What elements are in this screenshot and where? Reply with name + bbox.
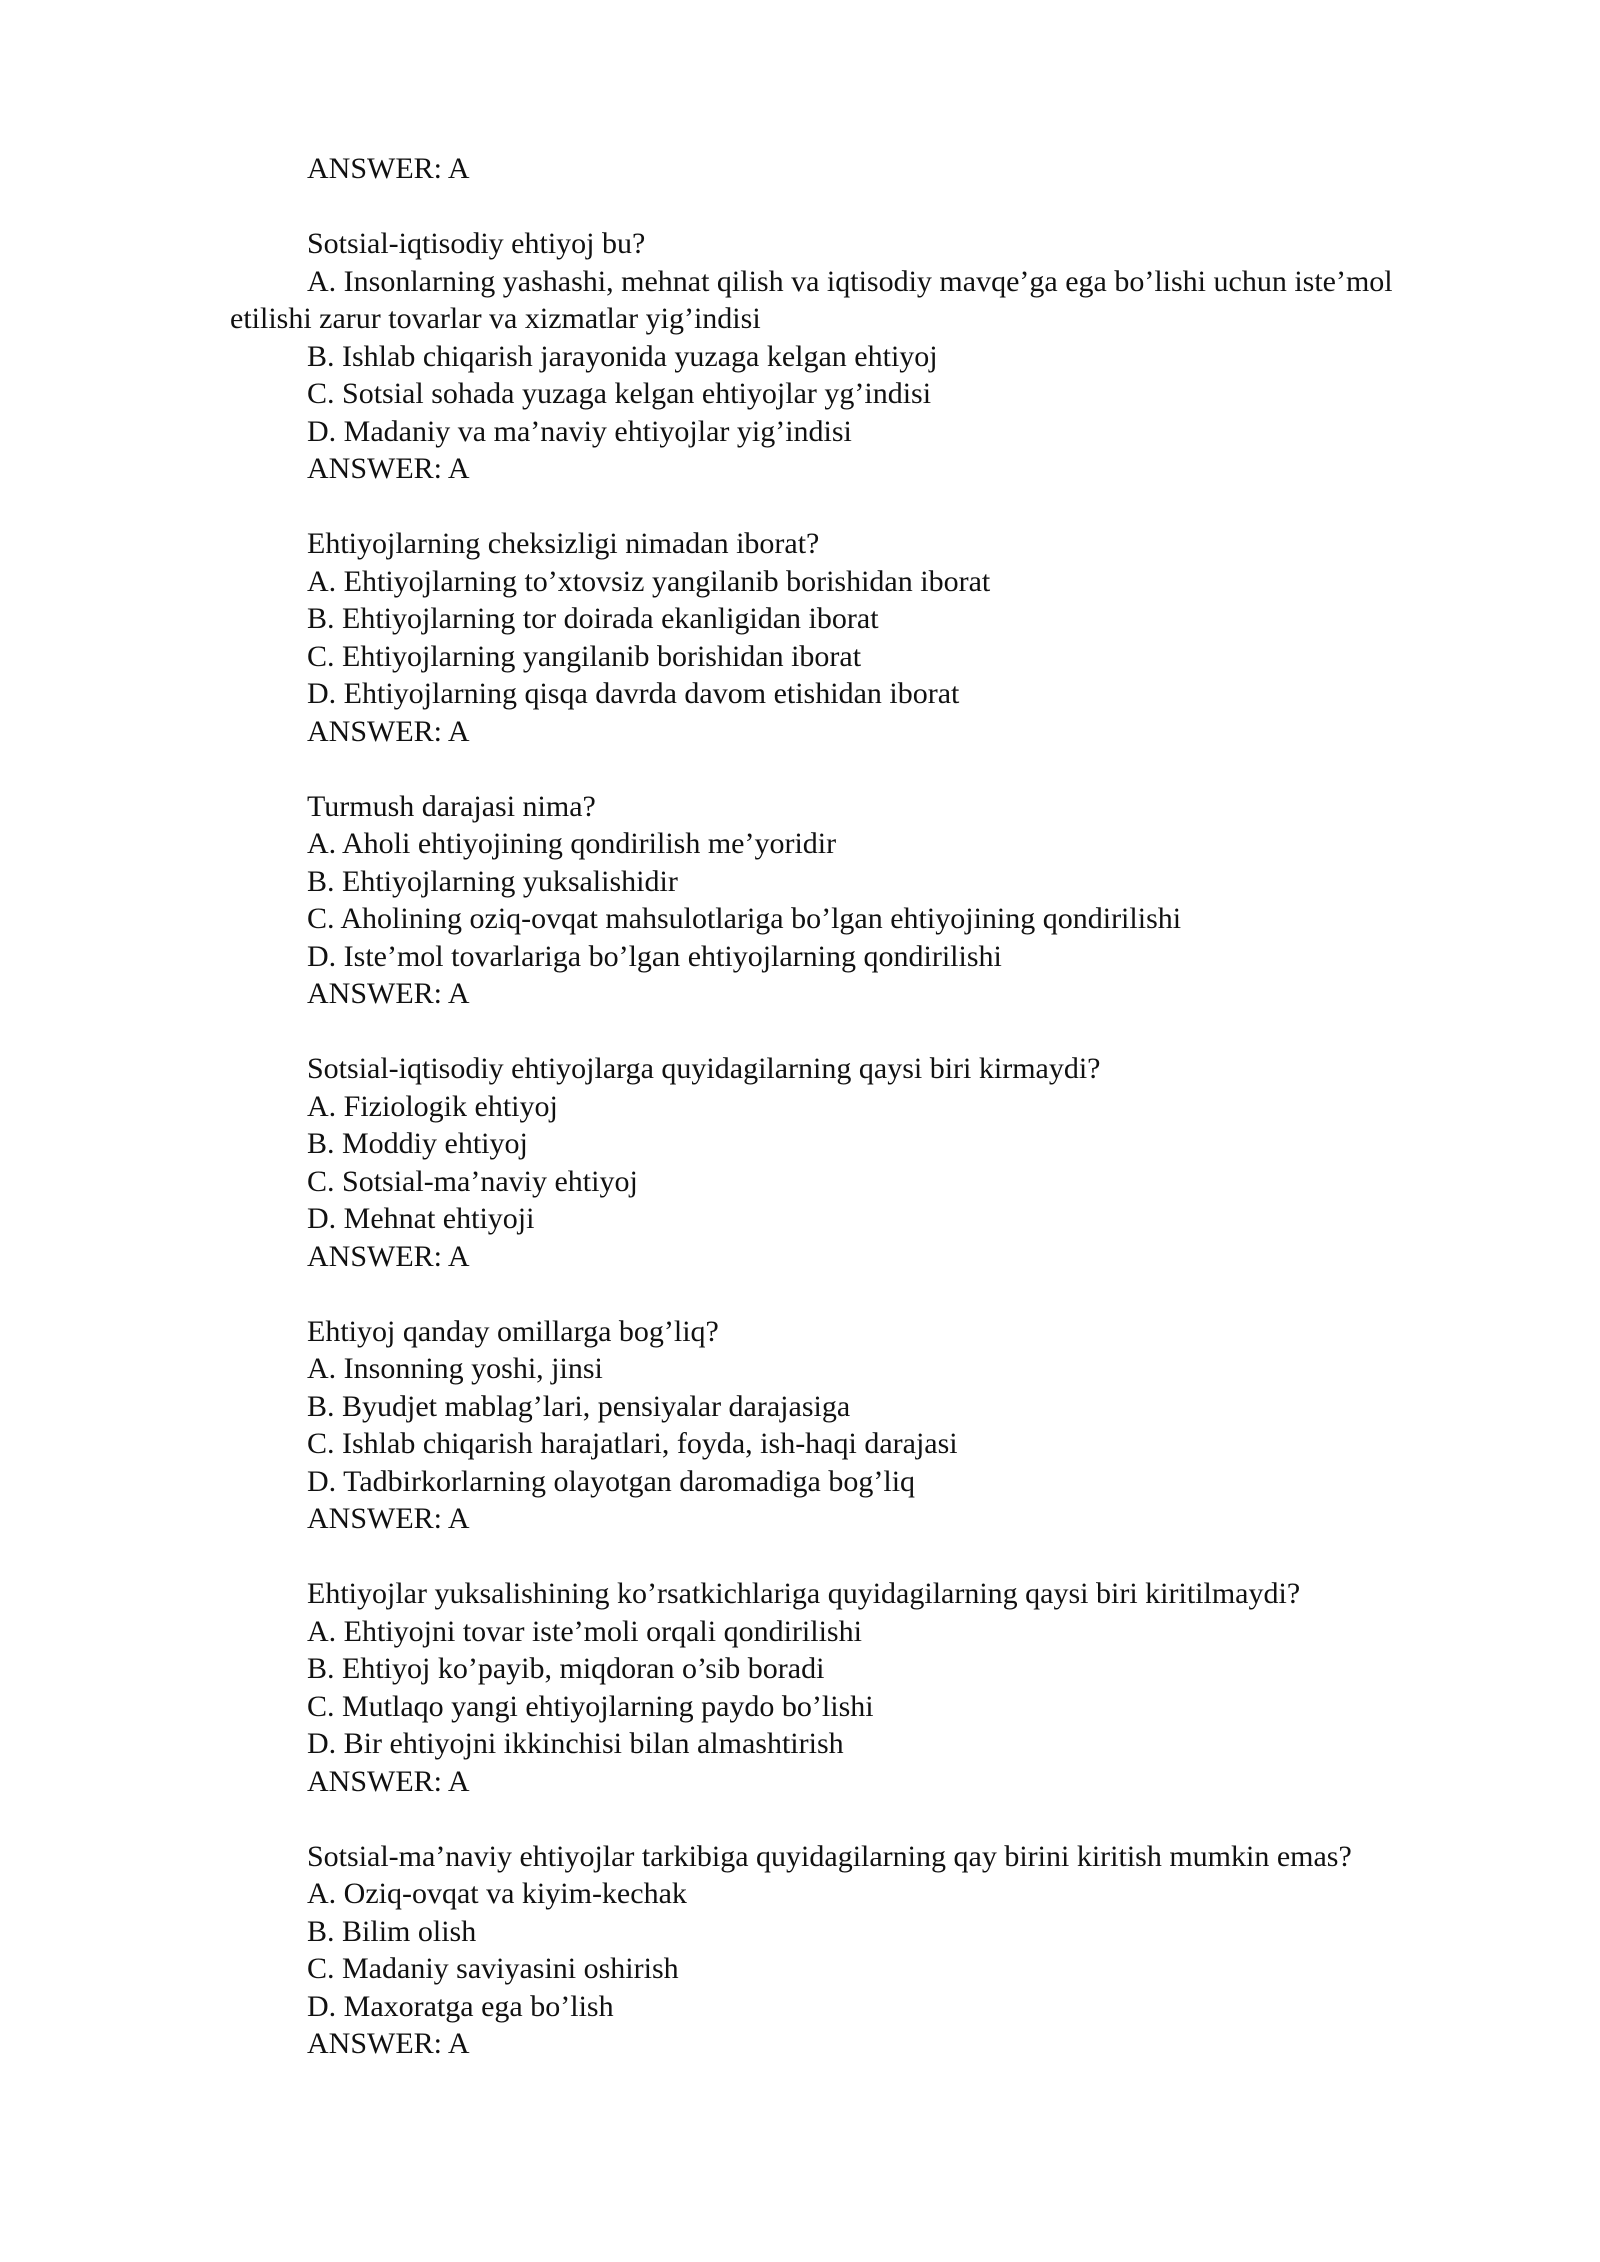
option-c: C. Sotsial sohada yuzaga kelgan ehtiyojlar yg’indisi [307, 377, 932, 410]
document-body [0, 150, 1600, 2063]
spacer [0, 1538, 1600, 1576]
question-block [0, 1838, 1600, 2063]
question-text: Sotsial-ma’naviy ehtiyojlar tarkibiga quyidagilarning qay birini kiritish mumkin emas? [307, 1839, 1352, 1873]
option-c: C. Ehtiyojlarning yangilanib borishidan iborat [307, 639, 862, 673]
option-d: D. Mehnat ehtiyoji [307, 1202, 535, 1235]
answer-line: ANSWER: A [307, 1764, 470, 1798]
question-text: Turmush darajasi nima? [307, 789, 596, 823]
option-b: B. Ehtiyojlarning yuksalishidir [307, 864, 678, 898]
question-text: Ehtiyojlar yuksalishining ko’rsatkichlariga quyidagilarning qaysi biri kiritilmaydi? [307, 1577, 1301, 1610]
option-a: A. Ehtiyojni tovar iste’moli orqali qondirilishi [307, 1614, 862, 1648]
option-b: B. Byudjet mablag’lari, pensiyalar darajasiga [307, 1389, 851, 1423]
spacer [0, 750, 1600, 788]
question-block [0, 1313, 1600, 1538]
option-d: D. Bir ehtiyojni ikkinchisi bilan almashtirish [307, 1727, 844, 1760]
question-block [0, 225, 1600, 488]
spacer [0, 1275, 1600, 1313]
answer-line: ANSWER: A [307, 714, 470, 748]
option-a: A. Fiziologik ehtiyoj [307, 1089, 558, 1123]
option-a: A. Aholi ehtiyojining qondirilish me’yoridir [307, 827, 837, 860]
answer-line: ANSWER: A [307, 1502, 470, 1535]
option-c: C. Mutlaqo yangi ehtiyojlarning paydo bo’lishi [307, 1689, 874, 1723]
option-d: D. Tadbirkorlarning olayotgan daromadiga bog’liq [307, 1464, 916, 1498]
answer-line: ANSWER: A [307, 2027, 470, 2060]
answer-line: ANSWER: A [307, 452, 470, 485]
spacer [0, 488, 1600, 526]
question-block [0, 1050, 1600, 1275]
option-a: A. Oziq-ovqat va kiyim-kechak [307, 1877, 687, 1910]
question-text: Sotsial-iqtisodiy ehtiyoj bu? [307, 227, 646, 260]
spacer [0, 1800, 1600, 1838]
option-a: A. Ehtiyojlarning to’xtovsiz yangilanib borishidan iborat [307, 564, 991, 598]
answer-line: ANSWER: A [307, 1239, 470, 1273]
option-a: A. Insonlarning yashashi, mehnat qilish va iqtisodiy mavqe’ga ega bo’lishi uchun iste’mol [307, 264, 1393, 298]
option-b: B. Ishlab chiqarish jarayonida yuzaga kelgan ehtiyoj [307, 339, 938, 373]
option-d: D. Iste’mol tovarlariga bo’lgan ehtiyojlarning qondirilishi [307, 939, 1002, 973]
option-c: C. Madaniy saviyasini oshirish [307, 1952, 679, 1985]
option-c: C. Sotsial-ma’naviy ehtiyoj [307, 1164, 638, 1198]
spacer [0, 188, 1600, 226]
option-d: D. Ehtiyojlarning qisqa davrda davom etishidan iborat [307, 677, 960, 710]
option-c: C. Ishlab chiqarish harajatlari, foyda, ish-haqi darajasi [307, 1427, 958, 1460]
question-text: Sotsial-iqtisodiy ehtiyojlarga quyidagilarning qaysi biri kirmaydi? [307, 1052, 1101, 1085]
option-b: B. Bilim olish [307, 1914, 477, 1948]
option-d: D. Maxoratga ega bo’lish [307, 1989, 614, 2023]
option-c: C. Aholining oziq-ovqat mahsulotlariga bo’lgan ehtiyojining qondirilishi [307, 902, 1182, 935]
option-a: A. Insonning yoshi, jinsi [307, 1352, 603, 1385]
spacer [0, 1013, 1600, 1051]
answer-line: ANSWER: A [307, 977, 470, 1010]
question-block [0, 525, 1600, 750]
question-block [0, 788, 1600, 1013]
question-text: Ehtiyojlarning cheksizligi nimadan iborat? [307, 527, 820, 560]
option-a-continuation: etilishi zarur tovarlar va xizmatlar yig’indisi [230, 302, 761, 335]
question-block [0, 1575, 1600, 1800]
question-text: Ehtiyoj qanday omillarga bog’liq? [307, 1314, 719, 1348]
option-b: B. Moddiy ehtiyoj [307, 1127, 528, 1160]
option-b: B. Ehtiyoj ko’payib, miqdoran o’sib boradi [307, 1652, 825, 1685]
lead-answer: ANSWER: A [307, 152, 470, 185]
option-d: D. Madaniy va ma’naviy ehtiyojlar yig’indisi [307, 414, 852, 448]
option-b: B. Ehtiyojlarning tor doirada ekanligidan iborat [307, 602, 879, 635]
